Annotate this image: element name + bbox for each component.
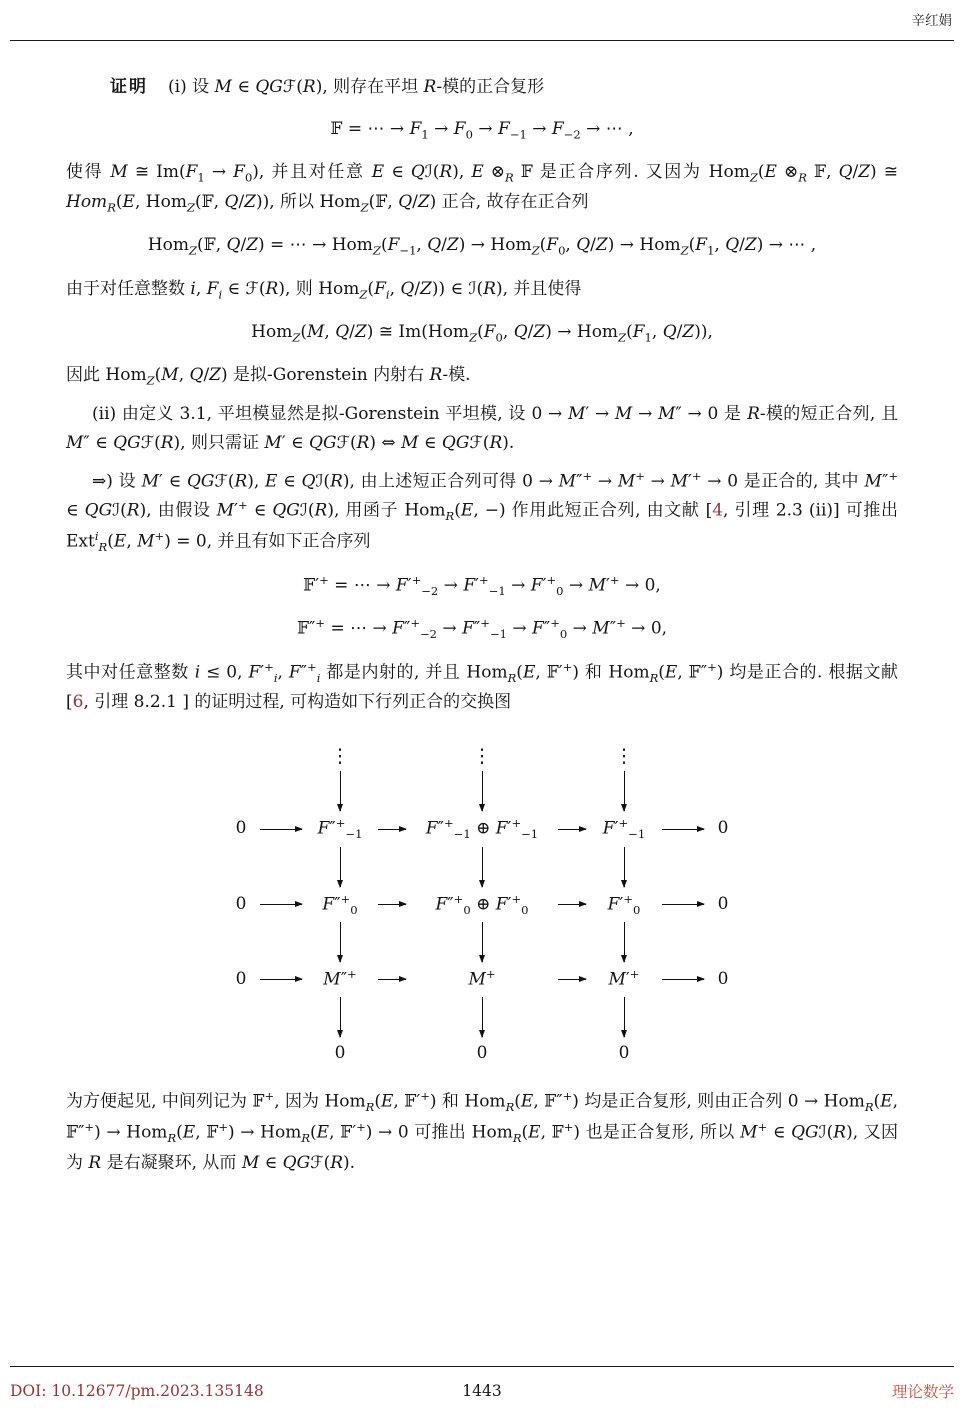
header-rule (10, 40, 954, 41)
paragraph-conclusion: 为方便起见, 中间列记为 𝔽+, 因为 Hom$_R$(E, 𝔽′+) 和 Hom$_R$(E, 𝔽″+) 均是正合复形, 则由正合列 0 → Hom$_R$(E, 𝔽″+) → Hom$_R$(E, 𝔽+) → Hom$_R$(E, 𝔽′+) → 0 可推出 Hom$_R$(E, 𝔽+) 也是正合复形, 所以 M+ ∈ QGℐ(R), 又因为 R 是右凝聚环, 从而 M ∈ QGℱ(R). (66, 1089, 899, 1173)
citation-link[interactable]: 4 (712, 501, 724, 521)
diagram-arrow-row (228, 919, 736, 965)
page-number: 1443 (462, 1381, 502, 1400)
vdots: ⋮ (472, 745, 492, 768)
down-arrow (482, 771, 483, 811)
diagram-zero: 0 (235, 894, 247, 914)
down-arrow (624, 771, 625, 811)
diagram-term: $F''^+_0$ ⊕ $F'^+_0$ (435, 891, 529, 917)
down-arrow (340, 922, 341, 962)
right-arrow (558, 829, 586, 830)
down-arrow (340, 771, 341, 811)
diagram-zero: 0 (476, 1043, 488, 1064)
journal-name[interactable]: 理论数学 (891, 1382, 954, 1401)
right-arrow (662, 829, 704, 830)
doi-link[interactable]: DOI: 10.12677/pm.2023.135148 (10, 1381, 264, 1400)
proof-intro-text: (i) 设 M ∈ QGℱ(R), 则存在平坦 R-模的正合复形 (168, 77, 545, 97)
right-arrow (662, 979, 704, 980)
down-arrow (340, 847, 341, 887)
proof-paragraph (66, 73, 898, 102)
commutative-diagram (228, 747, 736, 1067)
diagram-row-3 (228, 965, 736, 994)
diagram-arrow-row (228, 844, 736, 890)
diagram-arrow-row (228, 994, 736, 1040)
down-arrow (624, 847, 625, 887)
right-arrow (378, 979, 406, 980)
diagram-zero: 0 (334, 1043, 346, 1064)
display-formula-flat-complex: 𝔽 = ⋯ → $F_1 \to F_0 \to F_{-1} \to F_{-2}$ → ⋯ , (330, 118, 634, 142)
diagram-row-2 (228, 890, 736, 920)
diagram-term: M″+ (323, 967, 357, 991)
diagram-row-1 (228, 814, 736, 844)
diagram-zero: 0 (717, 894, 729, 914)
right-arrow (558, 979, 586, 980)
diagram-zero: 0 (235, 969, 247, 990)
diagram-zero: 0 (717, 969, 729, 990)
citation-link[interactable]: 6 (72, 692, 84, 713)
paragraph-ii: (ii) 由定义 3.1, 平坦模显然是拟-Gorenstein 平坦模, 设 0 → M′ → M → M″ → 0 是 R-模的短正合列, 且 M″ ∈ QGℱ(R), 则只需证 M′ ∈ QGℱ(R) ⇔ M ∈ QGℱ(R). (66, 404, 898, 453)
diagram-zero: 0 (717, 818, 729, 839)
paper-body (66, 64, 898, 1187)
display-formula-f-prime-plus: 𝔽′+ = ⋯ → $F'^+_{-2} \to F'^+_{-1} \to F'^+_0 \to M'^+ \to 0$, (303, 572, 661, 598)
diagram-term: $F''^+_{-1}$ ⊕ $F'^+_{-1}$ (425, 816, 539, 842)
right-arrow (662, 904, 704, 905)
right-arrow (260, 829, 302, 830)
diagram-term: M′+ (608, 967, 640, 991)
right-arrow (378, 904, 406, 905)
vdots: ⋮ (330, 745, 350, 768)
page-footer (10, 1366, 954, 1414)
diagram-zero: 0 (618, 1043, 630, 1064)
down-arrow (340, 997, 341, 1037)
paragraph: 因此 Hom$_Z$(M, Q/Z) 是拟-Gorenstein 内射右 R-模. (66, 364, 471, 388)
proof-label: 证明 (110, 77, 148, 97)
display-formula-hom-sequence: Hom$_Z$(𝔽, Q/Z) = ⋯ → $Hom_Z(F_{-1}$, $Q/Z) \to Hom_Z(F_0$, $Q/Z) \to Hom_Z(F_1$, Q/Z) → ⋯ , (147, 235, 817, 258)
down-arrow (482, 922, 483, 962)
diagram-zero: 0 (235, 818, 247, 839)
diagram-arrow-row (228, 768, 736, 814)
right-arrow (558, 904, 586, 905)
down-arrow (482, 997, 483, 1037)
display-formula-hom-image: Hom$_Z$(M, Q/Z) ≅ $Im(Hom_Z(F_0$, $Q/Z) \to Hom_Z(F_1$, Q/Z)), (251, 321, 713, 345)
down-arrow (624, 997, 625, 1037)
right-arrow (260, 904, 302, 905)
diagram-vdots-row (228, 747, 736, 768)
paragraph-implication: ⇒) 设 M′ ∈ QGℱ(R), E ∈ Qℐ(R), 由上述短正合列可得 0 → M″+ → M+ → M′+ → 0 是正合的, 其中 M″+ ∈ QGℐ(R), 由假设 M′+ ∈ QGℐ(R), 用函子 Hom$_R$(E, −) 作用此短正合列, 由文献 [4, 引理 2.3 (ii)] 可推出 Ext$^i_R$(E, M+) = 0, 并且有如下正合序列 (66, 468, 899, 555)
diagram-term: $F''^+_0$ (322, 891, 358, 917)
diagram-bottom-zeros (228, 1040, 736, 1067)
right-arrow (260, 979, 302, 980)
paragraph: 其中对任意整数 i ≤ 0, $F'^+_i$, $F''^+_i$ 都是内射的, 并且 Hom$_R$(E, 𝔽′+) 和 Hom$_R$(E, 𝔽″+) 均是正合的. 根据文献 [6, 引理 8.2.1 ] 的证明过程, 可构造如下行列正合的交换图 (66, 659, 899, 713)
down-arrow (482, 847, 483, 887)
page-header (10, 9, 952, 29)
paragraph: 由于对任意整数 i, $F_i$ ∈ ℱ(R), 则 $Hom_Z(F_i$, Q/Z)) ∈ ℐ(R), 并且使得 (66, 278, 582, 301)
right-arrow (378, 829, 406, 830)
display-formula-f-double-prime-plus: 𝔽″+ = ⋯ → $F''^+_{-2} \to F''^+_{-1} \to F''^+_0 \to M''^+ \to 0$, (296, 615, 668, 641)
down-arrow (624, 922, 625, 962)
vdots: ⋮ (614, 745, 634, 768)
diagram-term: $F'^+_0$ (607, 891, 641, 917)
paragraph: 使得 M ≅ $Im(F_1 \to F_0)$, 并且对任意 E ∈ Qℐ(R), E $\otimes_R$ 𝔽 是正合序列. 又因为 Hom$_Z$(E $\otimes_R$ 𝔽, Q/Z) ≅ Hom$_R$(E, Hom$_Z$(𝔽, Q/Z)), 所以 Hom$_Z$(𝔽, Q/Z) 正合, 故存在正合列 (66, 162, 898, 215)
diagram-term: $F'^+_{-1}$ (602, 816, 646, 842)
diagram-term: M+ (468, 967, 496, 991)
author-name: 辛红娟 (911, 13, 952, 29)
diagram-term: $F''^+_{-1}$ (317, 816, 363, 842)
